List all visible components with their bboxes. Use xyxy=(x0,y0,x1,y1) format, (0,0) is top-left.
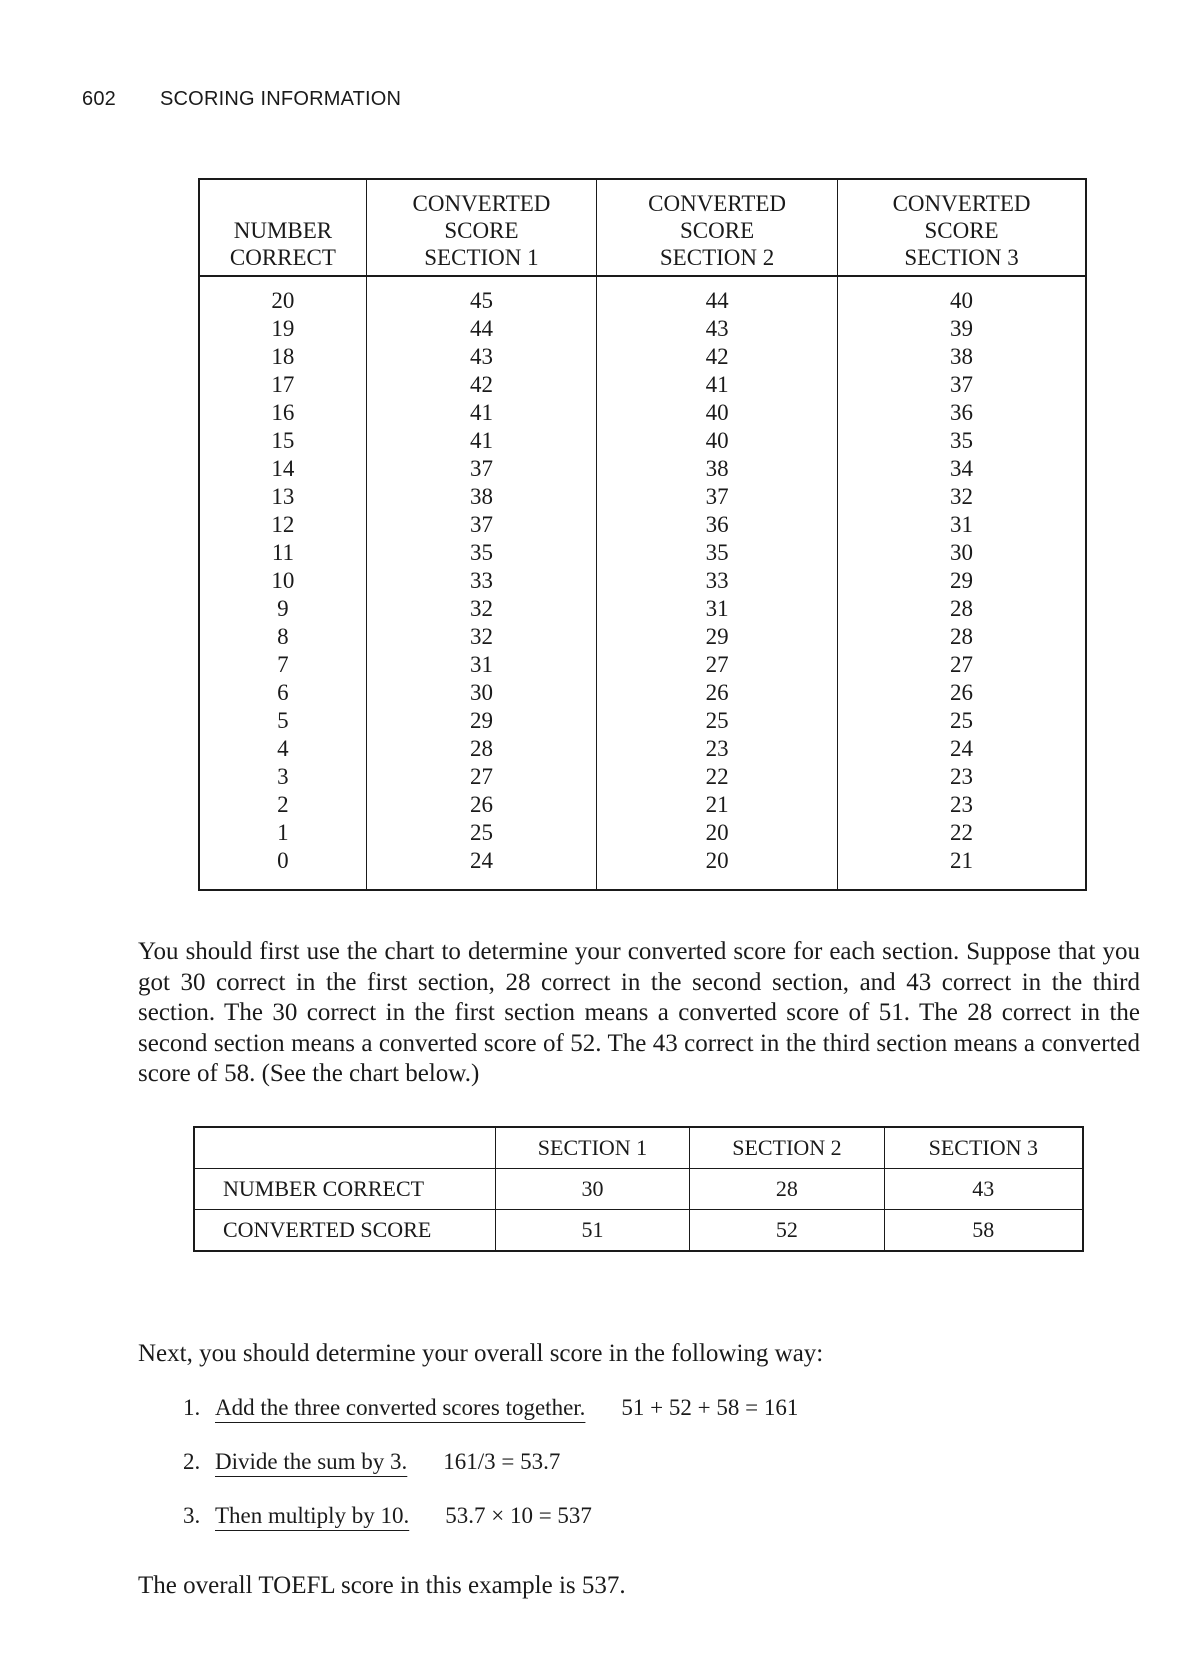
number-correct-cell: 11 xyxy=(271,540,294,565)
table-row xyxy=(199,371,1086,399)
converted-score-cell: 23 xyxy=(838,791,1086,819)
number-correct-cell: 13 xyxy=(271,484,295,509)
section-title: SCORING INFORMATION xyxy=(160,88,402,110)
converted-score-cell: 25 xyxy=(597,707,838,735)
converted-score-cell: 25 xyxy=(838,707,1086,735)
converted-score-cell: 32 xyxy=(366,595,596,623)
converted-score-cell: 20 xyxy=(597,847,838,890)
example-row-number-correct xyxy=(194,1169,1083,1210)
table-row xyxy=(199,343,1086,371)
converted-score-cell: 42 xyxy=(366,371,596,399)
step-instruction: Then multiply by 10. xyxy=(215,1503,410,1528)
table-row xyxy=(199,315,1086,343)
number-correct-cell: 6 xyxy=(277,680,289,705)
step-1 xyxy=(183,1395,798,1421)
converted-score-cell: 24 xyxy=(366,847,596,890)
number-correct-cell: 9 xyxy=(277,596,289,621)
number-correct-cell: 16 xyxy=(271,400,295,425)
converted-score-cell: 42 xyxy=(597,343,838,371)
step-calculation: 51 + 52 + 58 = 161 xyxy=(621,1395,799,1420)
example-header-section-3: SECTION 3 xyxy=(884,1127,1083,1169)
number-correct-cell: 0 xyxy=(277,848,289,873)
converted-score-cell: 40 xyxy=(597,399,838,427)
converted-score-cell: 33 xyxy=(597,567,838,595)
converted-score-cell: 28 xyxy=(838,595,1086,623)
converted-score-cell: 36 xyxy=(597,511,838,539)
converted-score-cell: 41 xyxy=(366,427,596,455)
table-row xyxy=(199,735,1086,763)
converted-score-cell: 22 xyxy=(597,763,838,791)
example-cell: 58 xyxy=(884,1210,1083,1252)
converted-score-cell: 40 xyxy=(838,276,1086,315)
converted-score-cell: 28 xyxy=(838,623,1086,651)
example-row-label: CONVERTED SCORE xyxy=(194,1210,495,1252)
example-header-blank xyxy=(194,1127,495,1169)
table-row xyxy=(199,623,1086,651)
converted-score-cell: 41 xyxy=(366,399,596,427)
table-row xyxy=(199,276,1086,315)
converted-score-cell: 25 xyxy=(366,819,596,847)
converted-score-cell: 44 xyxy=(366,315,596,343)
converted-score-cell: 29 xyxy=(597,623,838,651)
example-table-header xyxy=(194,1127,1083,1169)
conversion-table-body xyxy=(199,276,1086,890)
converted-score-cell: 30 xyxy=(366,679,596,707)
converted-score-cell: 21 xyxy=(597,791,838,819)
step-instruction: Add the three converted scores together. xyxy=(215,1395,586,1420)
header-section-3: CONVERTED SCORE SECTION 3 xyxy=(838,179,1086,276)
converted-score-cell: 26 xyxy=(838,679,1086,707)
table-row xyxy=(199,791,1086,819)
step-instruction: Divide the sum by 3. xyxy=(215,1449,408,1474)
converted-score-cell: 21 xyxy=(838,847,1086,890)
table-row xyxy=(199,763,1086,791)
example-cell: 51 xyxy=(495,1210,689,1252)
table-row xyxy=(199,539,1086,567)
converted-score-cell: 22 xyxy=(838,819,1086,847)
converted-score-cell: 24 xyxy=(838,735,1086,763)
number-correct-cell: 4 xyxy=(277,736,289,761)
converted-score-cell: 38 xyxy=(838,343,1086,371)
table-row xyxy=(199,847,1086,890)
example-cell: 43 xyxy=(884,1169,1083,1210)
converted-score-cell: 37 xyxy=(838,371,1086,399)
converted-score-cell: 40 xyxy=(597,427,838,455)
number-correct-cell: 7 xyxy=(277,652,289,677)
converted-score-cell: 23 xyxy=(838,763,1086,791)
header-section-2: CONVERTED SCORE SECTION 2 xyxy=(597,179,838,276)
converted-score-cell: 36 xyxy=(838,399,1086,427)
step-calculation: 161/3 = 53.7 xyxy=(443,1449,561,1474)
number-correct-cell: 8 xyxy=(277,624,289,649)
table-row xyxy=(199,595,1086,623)
example-row-label: NUMBER CORRECT xyxy=(194,1169,495,1210)
example-cell: 52 xyxy=(690,1210,884,1252)
converted-score-cell: 31 xyxy=(597,595,838,623)
converted-score-cell: 32 xyxy=(366,623,596,651)
step-number: 2. xyxy=(183,1449,201,1474)
table-row xyxy=(199,427,1086,455)
converted-score-cell: 35 xyxy=(838,427,1086,455)
table-row xyxy=(199,455,1086,483)
number-correct-cell: 12 xyxy=(271,512,295,537)
converted-score-cell: 31 xyxy=(366,651,596,679)
explanation-paragraph: You should first use the chart to determine your converted score for each section. Suppose that you got 30 correct in the first section, 28 correct in the second section, and 43 correct in the third section. The 30 correct in the first section means a converted score of 51. The 28 correct in the second section means a converted score of 52. The 43 correct in the third section means a converted score of 58. (See the chart below.) xyxy=(138,938,1140,1087)
converted-score-cell: 37 xyxy=(597,483,838,511)
converted-score-cell: 44 xyxy=(597,276,838,315)
number-correct-cell: 3 xyxy=(277,764,289,789)
table-row xyxy=(199,567,1086,595)
number-correct-cell: 14 xyxy=(271,456,295,481)
table-row xyxy=(199,679,1086,707)
conversion-table xyxy=(198,178,1087,891)
number-correct-cell: 17 xyxy=(271,372,295,397)
converted-score-cell: 35 xyxy=(366,539,596,567)
converted-score-cell: 43 xyxy=(366,343,596,371)
table-row xyxy=(199,511,1086,539)
converted-score-cell: 20 xyxy=(597,819,838,847)
converted-score-cell: 38 xyxy=(366,483,596,511)
example-row-converted-score xyxy=(194,1210,1083,1252)
converted-score-cell: 23 xyxy=(597,735,838,763)
converted-score-cell: 30 xyxy=(838,539,1086,567)
step-number: 1. xyxy=(183,1395,201,1420)
page-header xyxy=(82,88,401,111)
converted-score-cell: 33 xyxy=(366,567,596,595)
converted-score-cell: 31 xyxy=(838,511,1086,539)
conversion-table-header xyxy=(199,179,1086,276)
converted-score-cell: 38 xyxy=(597,455,838,483)
table-row xyxy=(199,819,1086,847)
closing-statement: The overall TOEFL score in this example is 537. xyxy=(138,1572,626,1599)
converted-score-cell: 45 xyxy=(366,276,596,315)
number-correct-cell: 2 xyxy=(277,792,289,817)
converted-score-cell: 26 xyxy=(366,791,596,819)
converted-score-cell: 29 xyxy=(838,567,1086,595)
table-row xyxy=(199,483,1086,511)
header-section-1: CONVERTED SCORE SECTION 1 xyxy=(366,179,596,276)
page-number: 602 xyxy=(82,88,116,110)
converted-score-cell: 37 xyxy=(366,511,596,539)
example-header-section-2: SECTION 2 xyxy=(690,1127,884,1169)
example-cell: 28 xyxy=(690,1169,884,1210)
example-table xyxy=(193,1126,1084,1252)
converted-score-cell: 28 xyxy=(366,735,596,763)
header-number-correct: NUMBER CORRECT xyxy=(199,179,366,276)
converted-score-cell: 35 xyxy=(597,539,838,567)
next-instruction: Next, you should determine your overall score in the following way: xyxy=(138,1340,824,1367)
converted-score-cell: 43 xyxy=(597,315,838,343)
number-correct-cell: 19 xyxy=(271,316,295,341)
converted-score-cell: 29 xyxy=(366,707,596,735)
number-correct-cell: 15 xyxy=(271,428,295,453)
converted-score-cell: 27 xyxy=(838,651,1086,679)
example-cell: 30 xyxy=(495,1169,689,1210)
converted-score-cell: 27 xyxy=(597,651,838,679)
table-row xyxy=(199,399,1086,427)
number-correct-cell: 5 xyxy=(277,708,289,733)
number-correct-cell: 10 xyxy=(271,568,295,593)
step-3 xyxy=(183,1503,592,1529)
converted-score-cell: 37 xyxy=(366,455,596,483)
number-correct-cell: 1 xyxy=(277,820,289,845)
example-header-section-1: SECTION 1 xyxy=(495,1127,689,1169)
converted-score-cell: 34 xyxy=(838,455,1086,483)
converted-score-cell: 27 xyxy=(366,763,596,791)
table-row xyxy=(199,651,1086,679)
converted-score-cell: 32 xyxy=(838,483,1086,511)
converted-score-cell: 39 xyxy=(838,315,1086,343)
step-2 xyxy=(183,1449,560,1475)
step-number: 3. xyxy=(183,1503,201,1528)
converted-score-cell: 26 xyxy=(597,679,838,707)
number-correct-cell: 18 xyxy=(271,344,295,369)
number-correct-cell: 20 xyxy=(271,288,295,313)
converted-score-cell: 41 xyxy=(597,371,838,399)
step-calculation: 53.7 × 10 = 537 xyxy=(445,1503,592,1528)
table-row xyxy=(199,707,1086,735)
